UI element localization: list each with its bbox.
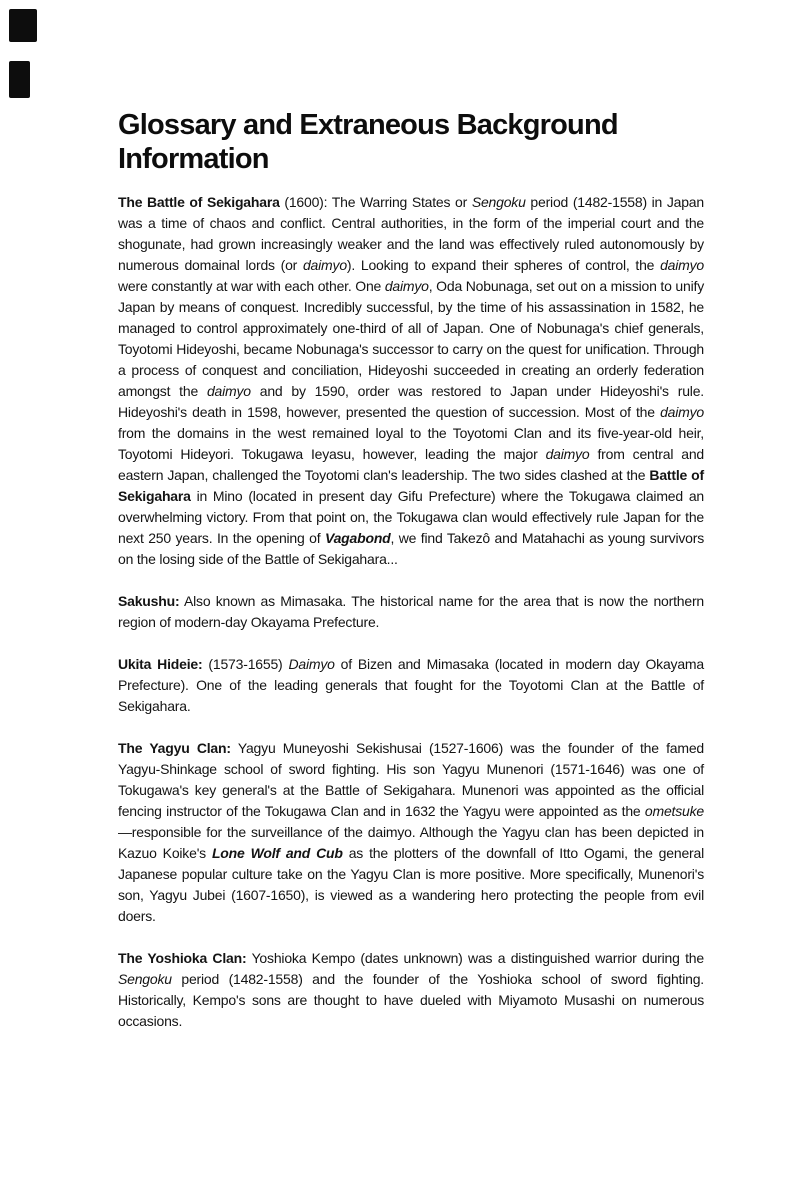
italic-term: ometsuke	[644, 803, 704, 819]
italic-term: Sengoku	[118, 971, 172, 987]
glossary-term: The Yoshioka Clan:	[118, 950, 247, 966]
italic-term: daimyo	[660, 404, 704, 420]
italic-term: Sengoku	[471, 194, 526, 210]
italic-term: daimyo	[302, 257, 347, 273]
body-text: were constantly at war with each other. One	[118, 278, 385, 294]
glossary-entry	[118, 591, 704, 633]
glossary-entry	[118, 192, 704, 570]
work-title: Vagabond	[324, 530, 391, 546]
body-text: as the plotters of the downfall of Itto Ogami, the general Japanese popular culture take on the Yagyu Clan is more positive. More specifically, Munenori's son, Yagyu Jubei (1607-1650), is viewed as a wandering hero protecting the people from evil doers.	[118, 845, 704, 924]
page-title: Glossary and Extraneous Background Information	[118, 109, 618, 175]
glossary-term: Ukita Hideie:	[118, 656, 203, 672]
work-title: Lone Wolf and Cub	[211, 845, 343, 861]
italic-term: daimyo	[660, 257, 704, 273]
body-text: and by 1590, order was restored to Japan under Hideyoshi's rule. Hideyoshi's death in 1598, however, presented the question of succession. Most of the	[118, 383, 704, 420]
body-text: (1600): The Warring States or	[279, 194, 472, 210]
scan-artifact-mark	[9, 9, 37, 42]
body-text: , we find Takezô and Matahachi as young survivors on the losing side of the Battle of Sekigahara...	[118, 530, 705, 567]
body-text: (1573-1655)	[202, 656, 289, 672]
body-text: in Mino (located in present day Gifu Prefecture) where the Tokugawa claimed an overwhelming victory. From that point on, the Tokugawa clan would effectively rule Japan for the next 250 years. In the opening of	[118, 488, 704, 546]
scan-artifact-mark	[9, 61, 30, 98]
glossary-entry	[118, 738, 704, 927]
page-content	[118, 108, 704, 1053]
glossary-term: The Yagyu Clan:	[118, 740, 231, 756]
body-text: —responsible for the surveillance of the daimyo. Although the Yagyu clan has been depicted in Kazuo Koike's	[118, 824, 704, 861]
body-text: from the domains in the west remained loyal to the Toyotomi Clan and its five-year-old heir, Toyotomi Hideyori. Tokugawa Ieyasu, however, leading the major	[118, 425, 704, 462]
body-text: period (1482-1558) in Japan was a time of chaos and conflict. Central authorities, in the form of the imperial court and the shogunate, had grown increasingly weaker and the land was effectively ruled autonomously by numerous domainal lords (or	[118, 194, 704, 273]
body-text: , Oda Nobunaga, set out on a mission to unify Japan by means of conquest. Incredibly successful, by the time of his assassination in 1582, he managed to control approximately one-third of all of Japan. One of Nobunaga's chief generals, Toyotomi Hideyoshi, became Nobunaga's successor to carry on the quest for unification. Through a process of conquest and conciliation, Hideyoshi succeeded in creating an orderly federation amongst the	[118, 278, 704, 399]
glossary-entries	[118, 192, 704, 1032]
body-text: Also known as Mimasaka. The historical name for the area that is now the northern region of modern-day Okayama Prefecture.	[118, 593, 704, 630]
italic-term: daimyo	[206, 383, 251, 399]
italic-term: daimyo	[545, 446, 590, 462]
body-text: period (1482-1558) and the founder of the Yoshioka school of sword fighting. Historically, Kempo's sons are thought to have dueled with Miyamoto Musashi on numerous occasions.	[118, 971, 704, 1029]
italic-term: Daimyo	[288, 656, 335, 672]
body-text: Yagyu Muneyoshi Sekishusai (1527-1606) was the founder of the famed Yagyu-Shinkage school of sword fighting. His son Yagyu Munenori (1571-1646) was one of Tokugawa's key general's at the Battle of Sekigahara. Munenori was appointed as the official fencing instructor of the Tokugawa Clan and in 1632 the Yagyu were appointed as the	[118, 740, 704, 819]
body-text: Yoshioka Kempo (dates unknown) was a distinguished warrior during the	[246, 950, 704, 966]
body-text: from central and eastern Japan, challenged the Toyotomi clan's leadership. The two sides clashed at the	[118, 446, 704, 483]
italic-term: daimyo	[384, 278, 429, 294]
glossary-entry	[118, 654, 704, 717]
glossary-term: The Battle of Sekigahara	[118, 194, 280, 210]
body-text: ). Looking to expand their spheres of control, the	[346, 257, 661, 273]
body-text: of Bizen and Mimasaka (located in modern day Okayama Prefecture). One of the leading generals that fought for the Toyotomi Clan at the Battle of Sekigahara.	[118, 656, 704, 714]
glossary-term: Sakushu:	[118, 593, 180, 609]
glossary-entry	[118, 948, 704, 1032]
glossary-term: Battle of Sekigahara	[118, 467, 704, 504]
